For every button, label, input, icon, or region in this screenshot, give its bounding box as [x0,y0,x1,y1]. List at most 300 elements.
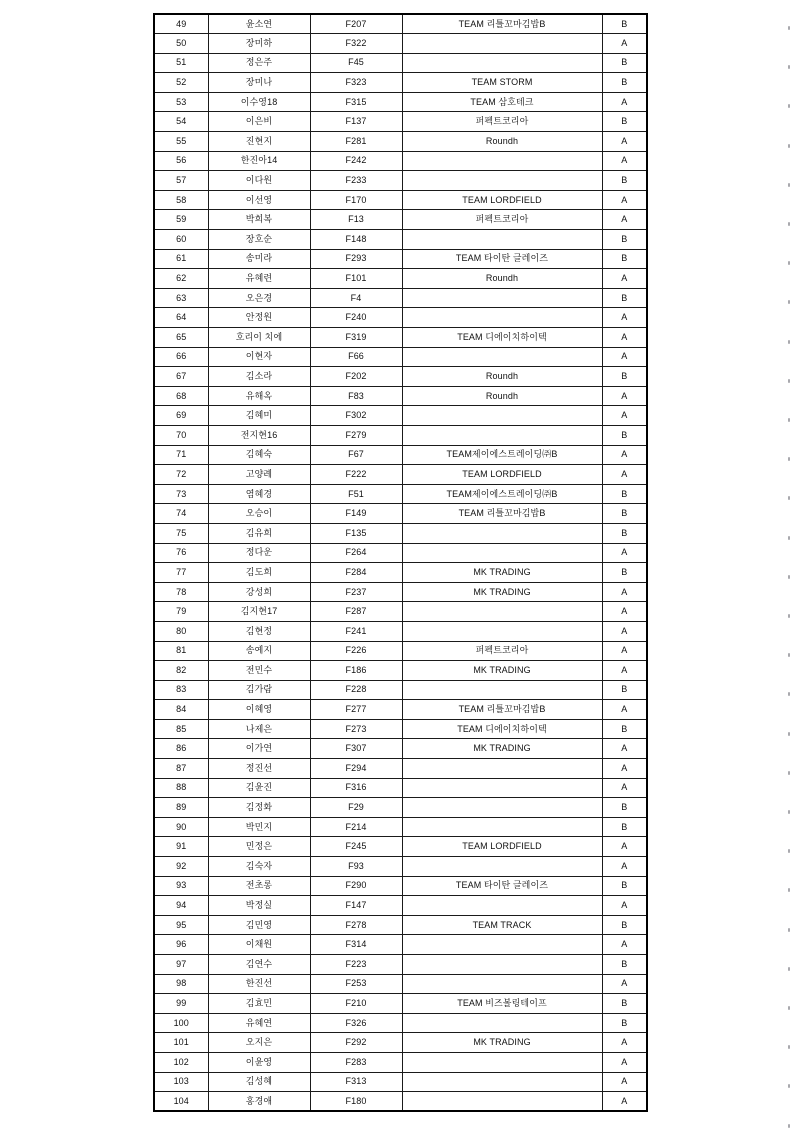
cell-grade: B [602,876,647,896]
cell-team [402,621,602,641]
cell-code: F207 [310,14,402,34]
table-row [154,641,647,661]
cell-code: F83 [310,386,402,406]
cell-name: 한진아14 [208,151,310,171]
cell-name: 김혜숙 [208,445,310,465]
cell-team [402,974,602,994]
cell-no: 83 [154,680,208,700]
table-row [154,1013,647,1033]
cell-code: F241 [310,621,402,641]
cell-name: 고양례 [208,465,310,485]
cell-name: 장호순 [208,230,310,250]
cell-no: 60 [154,230,208,250]
cell-team [402,798,602,818]
table-row [154,739,647,759]
table-row [154,445,647,465]
cell-team: TEAM 디에이치하이텍 [402,328,602,348]
cell-grade: A [602,445,647,465]
cell-grade: A [602,1052,647,1072]
cell-name: 김성혜 [208,1072,310,1092]
cell-no: 95 [154,915,208,935]
edge-artifact-mark [788,614,790,618]
cell-grade: A [602,739,647,759]
table-row [154,817,647,837]
cell-grade: A [602,92,647,112]
cell-grade: B [602,817,647,837]
cell-code: F237 [310,582,402,602]
cell-grade: B [602,523,647,543]
cell-grade: A [602,700,647,720]
cell-name: 송예지 [208,641,310,661]
edge-artifact-mark [788,1045,790,1049]
cell-team [402,602,602,622]
cell-team [402,406,602,426]
cell-no: 54 [154,112,208,132]
cell-team [402,230,602,250]
edge-artifact-mark [788,300,790,304]
cell-code: F273 [310,719,402,739]
cell-team: Roundh [402,269,602,289]
cell-grade: A [602,661,647,681]
cell-code: F4 [310,288,402,308]
edge-artifact-mark [788,222,790,226]
cell-grade: B [602,1013,647,1033]
cell-name: 김민영 [208,915,310,935]
cell-name: 김연수 [208,955,310,975]
cell-code: F293 [310,249,402,269]
cell-grade: A [602,543,647,563]
cell-name: 진현지 [208,132,310,152]
cell-team [402,1052,602,1072]
cell-name: 오지은 [208,1033,310,1053]
cell-name: 이현자 [208,347,310,367]
cell-no: 59 [154,210,208,230]
cell-grade: B [602,798,647,818]
table-row [154,837,647,857]
cell-code: F281 [310,132,402,152]
edge-artifact-mark [788,65,790,69]
cell-code: F316 [310,778,402,798]
cell-name: 장미나 [208,73,310,93]
cell-code: F186 [310,661,402,681]
cell-no: 88 [154,778,208,798]
edge-artifact-mark [788,575,790,579]
cell-grade: B [602,484,647,504]
table-row [154,465,647,485]
cell-no: 94 [154,896,208,916]
cell-no: 77 [154,563,208,583]
table-row [154,171,647,191]
table-row [154,621,647,641]
edge-artifact-mark [788,849,790,853]
table-row [154,700,647,720]
cell-name: 김도희 [208,563,310,583]
cell-code: F210 [310,994,402,1014]
cell-grade: A [602,641,647,661]
table-row [154,1092,647,1112]
cell-team: TEAM 타이탄 글레이즈 [402,249,602,269]
cell-name: 강성희 [208,582,310,602]
cell-code: F101 [310,269,402,289]
cell-code: F228 [310,680,402,700]
table-row [154,759,647,779]
cell-name: 이은비 [208,112,310,132]
cell-code: F314 [310,935,402,955]
cell-no: 72 [154,465,208,485]
cell-grade: B [602,230,647,250]
cell-no: 80 [154,621,208,641]
cell-no: 86 [154,739,208,759]
cell-code: F233 [310,171,402,191]
cell-no: 52 [154,73,208,93]
cell-no: 67 [154,367,208,387]
cell-code: F135 [310,523,402,543]
cell-grade: A [602,778,647,798]
cell-code: F294 [310,759,402,779]
cell-code: F226 [310,641,402,661]
table-row [154,269,647,289]
cell-code: F66 [310,347,402,367]
cell-name: 한진선 [208,974,310,994]
cell-grade: A [602,269,647,289]
cell-grade: B [602,288,647,308]
table-row [154,386,647,406]
cell-name: 정은주 [208,53,310,73]
cell-no: 61 [154,249,208,269]
cell-no: 58 [154,190,208,210]
cell-no: 50 [154,34,208,54]
cell-no: 69 [154,406,208,426]
cell-grade: A [602,1072,647,1092]
cell-no: 103 [154,1072,208,1092]
cell-no: 73 [154,484,208,504]
cell-grade: A [602,347,647,367]
cell-code: F287 [310,602,402,622]
cell-grade: A [602,34,647,54]
cell-no: 91 [154,837,208,857]
cell-grade: B [602,719,647,739]
cell-grade: A [602,151,647,171]
roster-table-body [154,14,647,1111]
table-row [154,661,647,681]
table-row [154,680,647,700]
table-row [154,876,647,896]
cell-name: 김지현17 [208,602,310,622]
edge-artifact-mark [788,1006,790,1010]
cell-no: 53 [154,92,208,112]
cell-team: MK TRADING [402,739,602,759]
cell-name: 김숙자 [208,857,310,877]
cell-name: 유혜련 [208,269,310,289]
table-row [154,132,647,152]
cell-team [402,308,602,328]
cell-no: 84 [154,700,208,720]
edge-artifact-mark [788,1124,790,1128]
cell-name: 김혜미 [208,406,310,426]
cell-no: 70 [154,425,208,445]
cell-grade: A [602,308,647,328]
cell-name: 김효민 [208,994,310,1014]
cell-team: 퍼펙트코리아 [402,112,602,132]
cell-code: F240 [310,308,402,328]
edge-artifact-mark [788,967,790,971]
cell-team [402,1072,602,1092]
table-row [154,1072,647,1092]
cell-code: F307 [310,739,402,759]
table-row [154,53,647,73]
cell-grade: A [602,935,647,955]
cell-grade: A [602,210,647,230]
cell-no: 93 [154,876,208,896]
cell-team: TEAM 리틀꼬마김밥B [402,14,602,34]
cell-team [402,543,602,563]
cell-name: 송미라 [208,249,310,269]
table-row [154,308,647,328]
cell-no: 62 [154,269,208,289]
table-row [154,896,647,916]
cell-code: F315 [310,92,402,112]
cell-team: TEAM 타이탄 글레이즈 [402,876,602,896]
cell-grade: B [602,504,647,524]
cell-no: 57 [154,171,208,191]
cell-grade: A [602,328,647,348]
cell-code: F214 [310,817,402,837]
table-row [154,112,647,132]
cell-no: 75 [154,523,208,543]
cell-no: 74 [154,504,208,524]
cell-code: F51 [310,484,402,504]
cell-team [402,896,602,916]
cell-code: F13 [310,210,402,230]
cell-grade: A [602,1092,647,1112]
table-row [154,92,647,112]
cell-name: 김윤진 [208,778,310,798]
table-row [154,602,647,622]
cell-grade: A [602,406,647,426]
edge-artifact-mark [788,496,790,500]
cell-code: F223 [310,955,402,975]
cell-team: 퍼펙트코리아 [402,641,602,661]
edge-artifact-mark [788,418,790,422]
cell-team: 퍼펙트코리아 [402,210,602,230]
cell-grade: A [602,190,647,210]
cell-name: 이가연 [208,739,310,759]
cell-grade: B [602,680,647,700]
cell-no: 99 [154,994,208,1014]
cell-name: 이수영18 [208,92,310,112]
cell-team: TEAM STORM [402,73,602,93]
table-row [154,425,647,445]
edge-artifact-mark [788,144,790,148]
cell-no: 71 [154,445,208,465]
cell-grade: B [602,249,647,269]
cell-no: 101 [154,1033,208,1053]
cell-team: MK TRADING [402,582,602,602]
edge-artifact-mark [788,888,790,892]
cell-name: 장미하 [208,34,310,54]
cell-no: 66 [154,347,208,367]
cell-team [402,523,602,543]
cell-name: 김현정 [208,621,310,641]
cell-name: 전민수 [208,661,310,681]
cell-code: F222 [310,465,402,485]
cell-code: F302 [310,406,402,426]
cell-team: TEAM 리틀꼬마김밥B [402,700,602,720]
cell-grade: B [602,955,647,975]
cell-name: 이채원 [208,935,310,955]
cell-team [402,53,602,73]
cell-no: 63 [154,288,208,308]
table-row [154,582,647,602]
table-row [154,190,647,210]
edge-artifact-mark [788,183,790,187]
table-row [154,347,647,367]
cell-code: F290 [310,876,402,896]
cell-grade: A [602,837,647,857]
cell-code: F323 [310,73,402,93]
cell-name: 박민지 [208,817,310,837]
edge-artifact-mark [788,771,790,775]
cell-no: 65 [154,328,208,348]
cell-grade: A [602,1033,647,1053]
table-row [154,249,647,269]
cell-grade: A [602,602,647,622]
cell-code: F45 [310,53,402,73]
cell-grade: B [602,915,647,935]
cell-grade: A [602,465,647,485]
cell-no: 64 [154,308,208,328]
table-row [154,504,647,524]
cell-name: 이다원 [208,171,310,191]
edge-artifact-mark [788,692,790,696]
cell-team: Roundh [402,132,602,152]
cell-no: 98 [154,974,208,994]
cell-code: F279 [310,425,402,445]
edge-artifact-mark [788,26,790,30]
cell-team: MK TRADING [402,661,602,681]
cell-name: 오승이 [208,504,310,524]
cell-code: F93 [310,857,402,877]
cell-no: 96 [154,935,208,955]
cell-name: 안정원 [208,308,310,328]
table-row [154,974,647,994]
table-row [154,230,647,250]
cell-grade: B [602,112,647,132]
cell-name: 김가람 [208,680,310,700]
cell-no: 49 [154,14,208,34]
cell-team: TEAM 삼호테크 [402,92,602,112]
cell-code: F319 [310,328,402,348]
table-row [154,484,647,504]
cell-code: F283 [310,1052,402,1072]
cell-team: MK TRADING [402,1033,602,1053]
edge-artifact-mark [788,104,790,108]
cell-team: TEAM제이에스트레이딩㈜B [402,484,602,504]
cell-name: 김정화 [208,798,310,818]
cell-code: F137 [310,112,402,132]
cell-team: TEAM 디에이치하이텍 [402,719,602,739]
cell-no: 78 [154,582,208,602]
cell-code: F242 [310,151,402,171]
table-row [154,857,647,877]
cell-grade: B [602,14,647,34]
table-row [154,210,647,230]
cell-code: F253 [310,974,402,994]
cell-team [402,778,602,798]
cell-name: 민정은 [208,837,310,857]
edge-artifact-mark [788,928,790,932]
cell-team: Roundh [402,367,602,387]
cell-code: F180 [310,1092,402,1112]
cell-team [402,817,602,837]
cell-team [402,288,602,308]
cell-team: TEAM 비즈볼링테이프 [402,994,602,1014]
cell-code: F67 [310,445,402,465]
cell-grade: B [602,53,647,73]
cell-code: F149 [310,504,402,524]
table-row [154,563,647,583]
cell-team: TEAM제이에스트레이딩㈜B [402,445,602,465]
cell-no: 87 [154,759,208,779]
cell-grade: B [602,171,647,191]
edge-artifact-mark [788,732,790,736]
cell-no: 100 [154,1013,208,1033]
cell-code: F292 [310,1033,402,1053]
cell-name: 호리이 치에 [208,328,310,348]
table-row [154,367,647,387]
cell-team [402,425,602,445]
table-row [154,955,647,975]
table-row [154,778,647,798]
cell-code: F202 [310,367,402,387]
edge-artifact-mark [788,1084,790,1088]
cell-team [402,1013,602,1033]
cell-code: F147 [310,896,402,916]
cell-no: 68 [154,386,208,406]
cell-team: TEAM 리틀꼬마김밥B [402,504,602,524]
cell-team: TEAM LORDFIELD [402,837,602,857]
table-row [154,523,647,543]
table-row [154,719,647,739]
cell-name: 김소라 [208,367,310,387]
table-row [154,994,647,1014]
cell-name: 홍경애 [208,1092,310,1112]
cell-no: 51 [154,53,208,73]
cell-name: 전초롱 [208,876,310,896]
table-row [154,935,647,955]
cell-team [402,151,602,171]
table-row [154,1052,647,1072]
cell-name: 염혜경 [208,484,310,504]
cell-team: MK TRADING [402,563,602,583]
cell-team: Roundh [402,386,602,406]
cell-team [402,171,602,191]
cell-team [402,347,602,367]
table-row [154,73,647,93]
edge-artifact-mark [788,340,790,344]
cell-no: 90 [154,817,208,837]
table-row [154,151,647,171]
cell-team: TEAM TRACK [402,915,602,935]
cell-no: 82 [154,661,208,681]
cell-grade: A [602,621,647,641]
cell-code: F313 [310,1072,402,1092]
table-row [154,406,647,426]
cell-team [402,1092,602,1112]
edge-artifact-mark [788,536,790,540]
table-row [154,34,647,54]
cell-no: 81 [154,641,208,661]
